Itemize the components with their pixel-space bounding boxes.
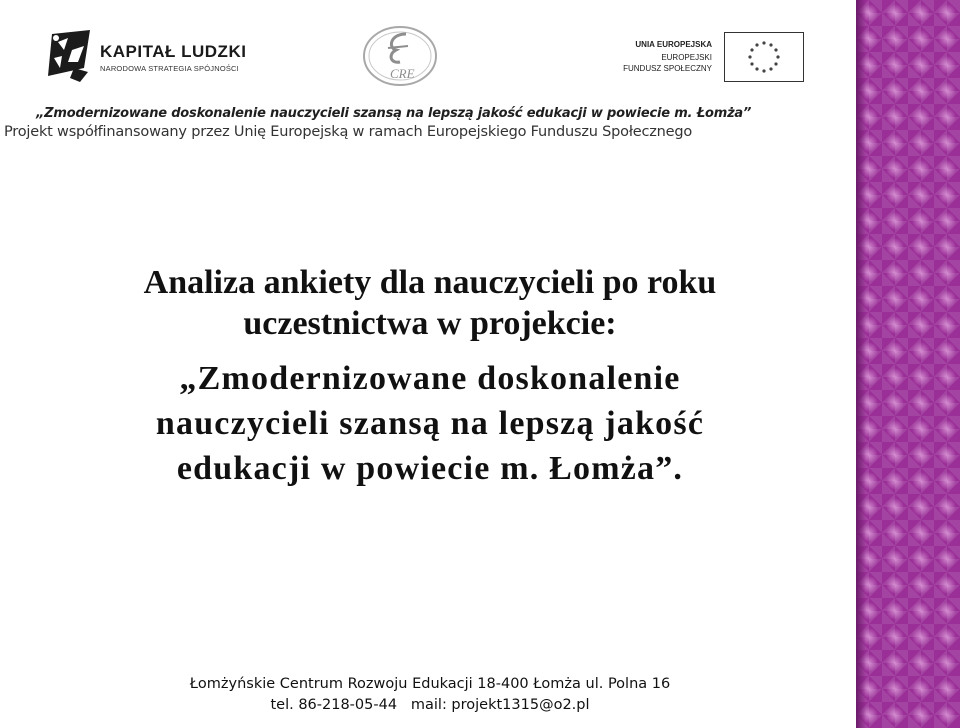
title-line-1: Analiza ankiety dla nauczycieli po roku (143, 264, 717, 301)
subtitle-line-1: „Zmodernizowane doskonalenie (179, 360, 681, 397)
footer-address: Łomżyńskie Centrum Rozwoju Edukacji 18-400 Łomża ul. Polna 16 (189, 676, 671, 692)
title-line-2: uczestnictwa w projekcie: (243, 305, 617, 342)
eu-logo-line1: UNIA EUROPEJSKA (635, 40, 712, 49)
cofunding-note: Projekt współfinansowany przez Unię Europejską w ramach Europejskiego Funduszu Społecznego (4, 124, 693, 140)
project-title-header: „Zmodernizowane doskonalenie nauczycieli szansą na lepszą jakość edukacji w powiecie m. Łomża” (36, 106, 752, 121)
subtitle-line-3: edukacji w powiecie m. Łomża”. (176, 450, 684, 487)
kapital-ludzki-logo (44, 28, 247, 84)
logo-left-subtitle: NARODOWA STRATEGIA SPÓJNOŚCI (100, 64, 239, 73)
cre-logo-text: CRE (390, 66, 415, 81)
main-title-block (40, 262, 820, 491)
kapital-ludzki-emblem-icon (44, 28, 96, 84)
decorative-side-band (856, 0, 960, 728)
eu-logo-line2: EUROPEJSKI (661, 53, 712, 62)
footer-contact: tel. 86-218-05-44 mail: projekt1315@o2.pl (270, 697, 590, 713)
logo-left-title: KAPITAŁ LUDZKI (100, 42, 247, 61)
eu-flag-icon (724, 32, 804, 82)
subtitle-line-2: nauczycieli szansą na lepszą jakość (155, 405, 705, 442)
eu-logo (608, 32, 808, 82)
footer (120, 674, 740, 716)
eu-logo-line3: FUNDUSZ SPOŁECZNY (623, 64, 712, 73)
cre-logo (360, 24, 440, 88)
